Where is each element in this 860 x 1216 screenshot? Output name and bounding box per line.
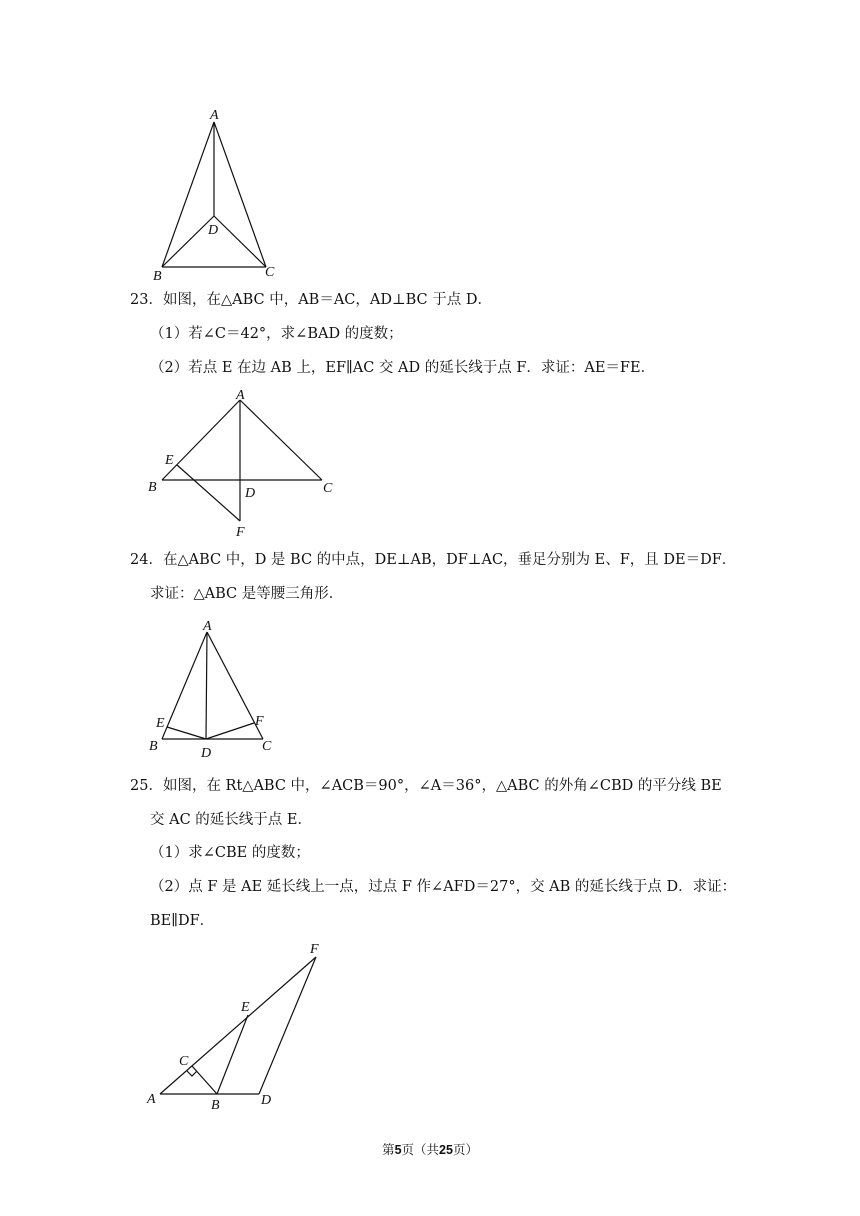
label-b: B	[149, 739, 158, 754]
edge-de	[167, 727, 206, 739]
label-f: F	[310, 942, 319, 957]
q25-part2-line2: BE∥DF．	[150, 913, 215, 929]
edge-cb	[192, 1066, 217, 1094]
label-e: E	[156, 716, 165, 731]
label-b: B	[153, 269, 162, 284]
edge-ab	[162, 122, 214, 267]
q23-part1: （1）若∠C＝42°，求∠BAD 的度数；	[150, 326, 403, 342]
q24-line2: 求证：△ABC 是等腰三角形．	[150, 586, 344, 602]
label-e: E	[165, 453, 174, 468]
q25-part1: （1）求∠CBE 的度数；	[150, 845, 310, 861]
label-d: D	[261, 1093, 272, 1108]
edge-ac	[214, 122, 266, 267]
edge-ab	[162, 400, 240, 480]
q23-stem: 23．如图，在△ABC 中，AB＝AC，AD⊥BC 于点 D．	[130, 292, 492, 308]
label-c: C	[262, 739, 272, 754]
footer-page-number: 5	[394, 1143, 402, 1157]
edge-df	[206, 723, 254, 739]
footer-prefix: 第	[382, 1142, 395, 1157]
label-f: F	[255, 714, 264, 729]
edge-ac	[240, 400, 322, 480]
right-angle-mark	[187, 1071, 197, 1076]
q25-stem-line1: 25．如图，在 Rt△ABC 中，∠ACB＝90°，∠A＝36°，△ABC 的外角∠CBD 的平分线 BE	[130, 778, 722, 794]
q25-stem-line2: 交 AC 的延长线于点 E．	[150, 812, 312, 828]
label-a: A	[147, 1092, 156, 1107]
label-d: D	[201, 746, 212, 761]
edge-af	[160, 957, 316, 1094]
edge-df	[259, 957, 316, 1094]
label-a: A	[236, 388, 245, 403]
label-a: A	[210, 108, 219, 123]
figure-25	[140, 935, 350, 1113]
footer-suffix: 页）	[452, 1142, 478, 1157]
edge-bd	[162, 216, 214, 267]
edge-cd	[214, 216, 266, 267]
figure-22	[140, 100, 290, 285]
figure-23	[140, 385, 350, 545]
label-c: C	[323, 481, 333, 496]
q24-stem: 24．在△ABC 中，D 是 BC 的中点，DE⊥AB，DF⊥AC，垂足分别为 E、F，且 DE＝DF．	[130, 552, 737, 568]
edge-ab	[162, 632, 207, 739]
label-b: B	[148, 480, 157, 495]
edge-ad	[206, 632, 207, 739]
footer-mid: 页（共	[401, 1142, 440, 1157]
label-c: C	[179, 1054, 189, 1069]
label-d: D	[208, 223, 219, 238]
label-f: F	[236, 525, 245, 540]
label-b: B	[211, 1098, 220, 1113]
edge-ef	[177, 465, 240, 521]
page-footer	[0, 1140, 860, 1158]
figure-24	[140, 612, 290, 762]
label-d: D	[245, 486, 256, 501]
label-a: A	[203, 619, 212, 634]
q25-part2-line1: （2）点 F 是 AE 延长线上一点，过点 F 作∠AFD＝27°，交 AB 的延长线于点 D．求证：	[150, 879, 737, 895]
edge-be	[217, 1015, 248, 1094]
label-e: E	[241, 1000, 250, 1015]
label-c: C	[265, 265, 275, 280]
footer-total-pages: 25	[439, 1143, 453, 1157]
q23-part2: （2）若点 E 在边 AB 上，EF∥AC 交 AD 的延长线于点 F．求证：AE＝FE．	[150, 360, 656, 376]
